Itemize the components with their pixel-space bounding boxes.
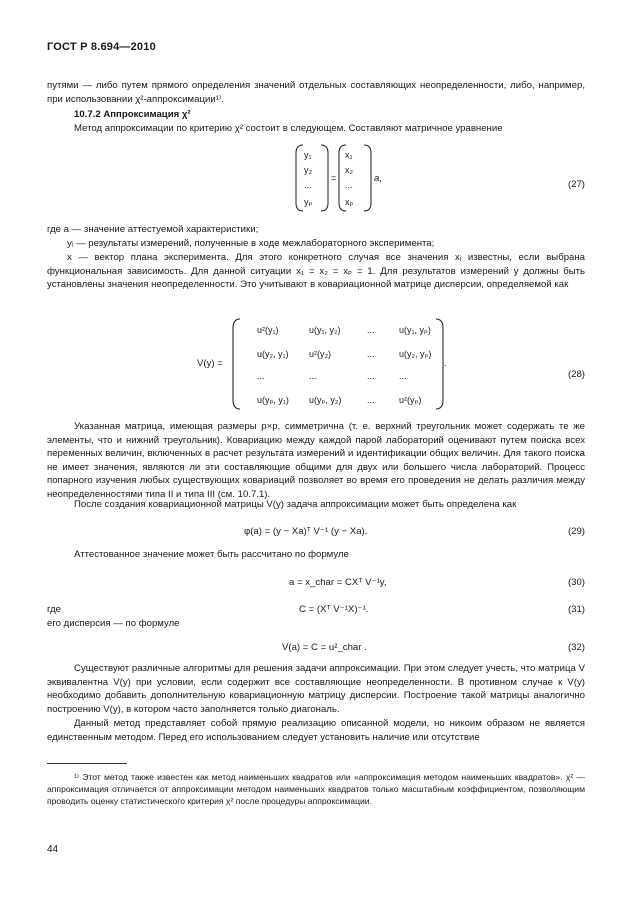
matrix-cell: ... — [399, 371, 407, 381]
where-y: yᵢ — результаты измерений, полученные в ходе межлабораторного эксперимента; — [67, 238, 435, 249]
paragraph-algorithms: Существуют различные алгоритмы для решения задачи аппроксимации. При этом следует учесть, что матрица V эквивалентна V(y) при условии, если содержит все составляющие неопределенности. В противном случае к V(y) необходимо добавить дополнительную ковариационную матрицу дисперсии. Построение такой матрицы аналогично построению V(y), в котором часто заполняется только диагональ. — [47, 663, 585, 715]
matrix-cell: ... — [367, 371, 375, 381]
section-heading: 10.7.2 Аппроксимация χ² — [74, 109, 191, 120]
equation-28-lhs: V(y) = — [197, 358, 223, 369]
where-a: где a — значение аттестуемой характеристики; — [47, 224, 259, 235]
equation-27-number: (27) — [567, 179, 585, 190]
matrix-cell: ... — [367, 349, 375, 359]
equation-32: V(a) = C = u²_char . — [282, 642, 367, 653]
document-header: ГОСТ Р 8.694—2010 — [47, 41, 156, 53]
equation-27 — [290, 141, 383, 216]
vector-y-item: ... — [304, 180, 312, 190]
bracket-right-2 — [364, 145, 371, 211]
matrix-cell: u²(y₂) — [309, 349, 331, 359]
equals-sign: = — [331, 173, 337, 183]
matrix-cell: u(yₚ, y₂) — [309, 395, 342, 405]
vector-x-item: x₁ — [345, 150, 353, 160]
matrix-cell: u(y₁, yₚ) — [399, 325, 431, 335]
equation-28-suffix: . — [444, 358, 447, 369]
vector-x-item: ... — [345, 180, 353, 190]
equation-28-matrix — [229, 316, 459, 412]
vector-x-item: xₚ — [345, 197, 354, 207]
paragraph-intro: путями — либо путем прямого определения значений отдельных составляющих неопределенности, либо, например, при использовании χ²-аппроксимации¹⁾. — [47, 80, 585, 105]
matrix-cell: u²(yₚ) — [399, 395, 422, 405]
matrix-cell: u²(y₁) — [257, 325, 279, 335]
paragraph-method-note: Данный метод представляет собой прямую реализацию описанной модели, но никоим образом не является единственным методом. Перед его использованием следует установить наличие или отсутствие — [47, 718, 585, 743]
footnote-divider — [47, 763, 127, 764]
equation-27-suffix: a, — [374, 173, 383, 184]
matrix-cell: ... — [257, 371, 265, 381]
equation-31-number: (31) — [567, 604, 585, 615]
matrix-cell: u(yₚ, y₁) — [257, 395, 289, 405]
matrix-bracket-left — [233, 319, 240, 409]
equation-30: a = x_char = CXᵀ V⁻¹y, — [289, 577, 387, 588]
footnote: ¹⁾ Этот метод также известен как метод наименьших квадратов или «аппроксимация методом наименьших квадратов». χ² — аппроксимация отличается от аппроксимации методом наименьших квадратов только масштабным коэффициентом, позволяющим проводить оценку статистического критерия χ² после процедуры аппроксимации. — [47, 772, 585, 807]
matrix-cell: ... — [367, 325, 375, 335]
vector-y-item: yₚ — [304, 197, 313, 207]
matrix-cell: u(y₂, y₁) — [257, 349, 289, 359]
equation-29: φ(a) = (y − Xa)ᵀ V⁻¹ (y − Xa). — [244, 526, 368, 537]
bracket-right-1 — [321, 145, 328, 211]
equation-30-number: (30) — [567, 577, 585, 588]
where-x: x — вектор плана эксперимента. Для этого конкретного случая все значения xᵢ известны, если выбрана функциональная зависимость. Для данной ситуации x₁ = x₂ = xₚ = 1. Для результатов измерений y должны быть установлены значения неопределенности. Это учитывают в ковариационной матрице дисперсии, определяемой как — [47, 252, 585, 291]
where-c: где — [47, 604, 62, 615]
equation-29-number: (29) — [567, 526, 585, 537]
matrix-cell: ... — [309, 371, 317, 381]
equation-28-number: (28) — [567, 369, 585, 380]
equation-32-number: (32) — [567, 642, 585, 653]
matrix-cells — [257, 325, 431, 405]
matrix-cell: u(y₁, y₂) — [309, 325, 341, 335]
paragraph-method: Метод аппроксимации по критерию χ² состоит в следующем. Составляют матричное уравнение — [74, 123, 503, 134]
matrix-cell: ... — [367, 395, 375, 405]
paragraph-certified: Аттестованное значение может быть рассчитано по формуле — [74, 549, 349, 560]
dispersion-label: его дисперсия — по формуле — [47, 618, 180, 629]
equation-31: C = (Xᵀ V⁻¹X)⁻¹. — [299, 604, 369, 615]
paragraph-fit: После создания ковариационной матрицы V(y) задача аппроксимации может быть определена как — [74, 499, 517, 510]
paragraph-matrix: Указанная матрица, имеющая размеры p×p, симметрична (т. е. верхний треугольник может содержать те же элементы, что и нижний треугольник). Ковариацию между каждой парой лабораторий оценивают путем поиска всех переменных величин, включенных в расчет результата измерений и идентификации общих величин. Для такого поиска не имеет значения, являются ли эти составляющие общими для двух или большего числа лабораторий. Процесс попарного изучения любых существующих ковариаций позволяет во время его проведения не делать различия между неопределенностями типа II и типа III (см. 10.7.1). — [47, 421, 585, 501]
vector-x-item: x₂ — [345, 165, 353, 175]
page-number: 44 — [47, 844, 59, 855]
vector-y-item: y₂ — [304, 165, 312, 175]
matrix-bracket-right — [436, 319, 443, 409]
vector-y-item: y₁ — [304, 150, 312, 160]
bracket-left-1 — [296, 145, 303, 211]
matrix-cell: u(y₂, yₚ) — [399, 349, 432, 359]
